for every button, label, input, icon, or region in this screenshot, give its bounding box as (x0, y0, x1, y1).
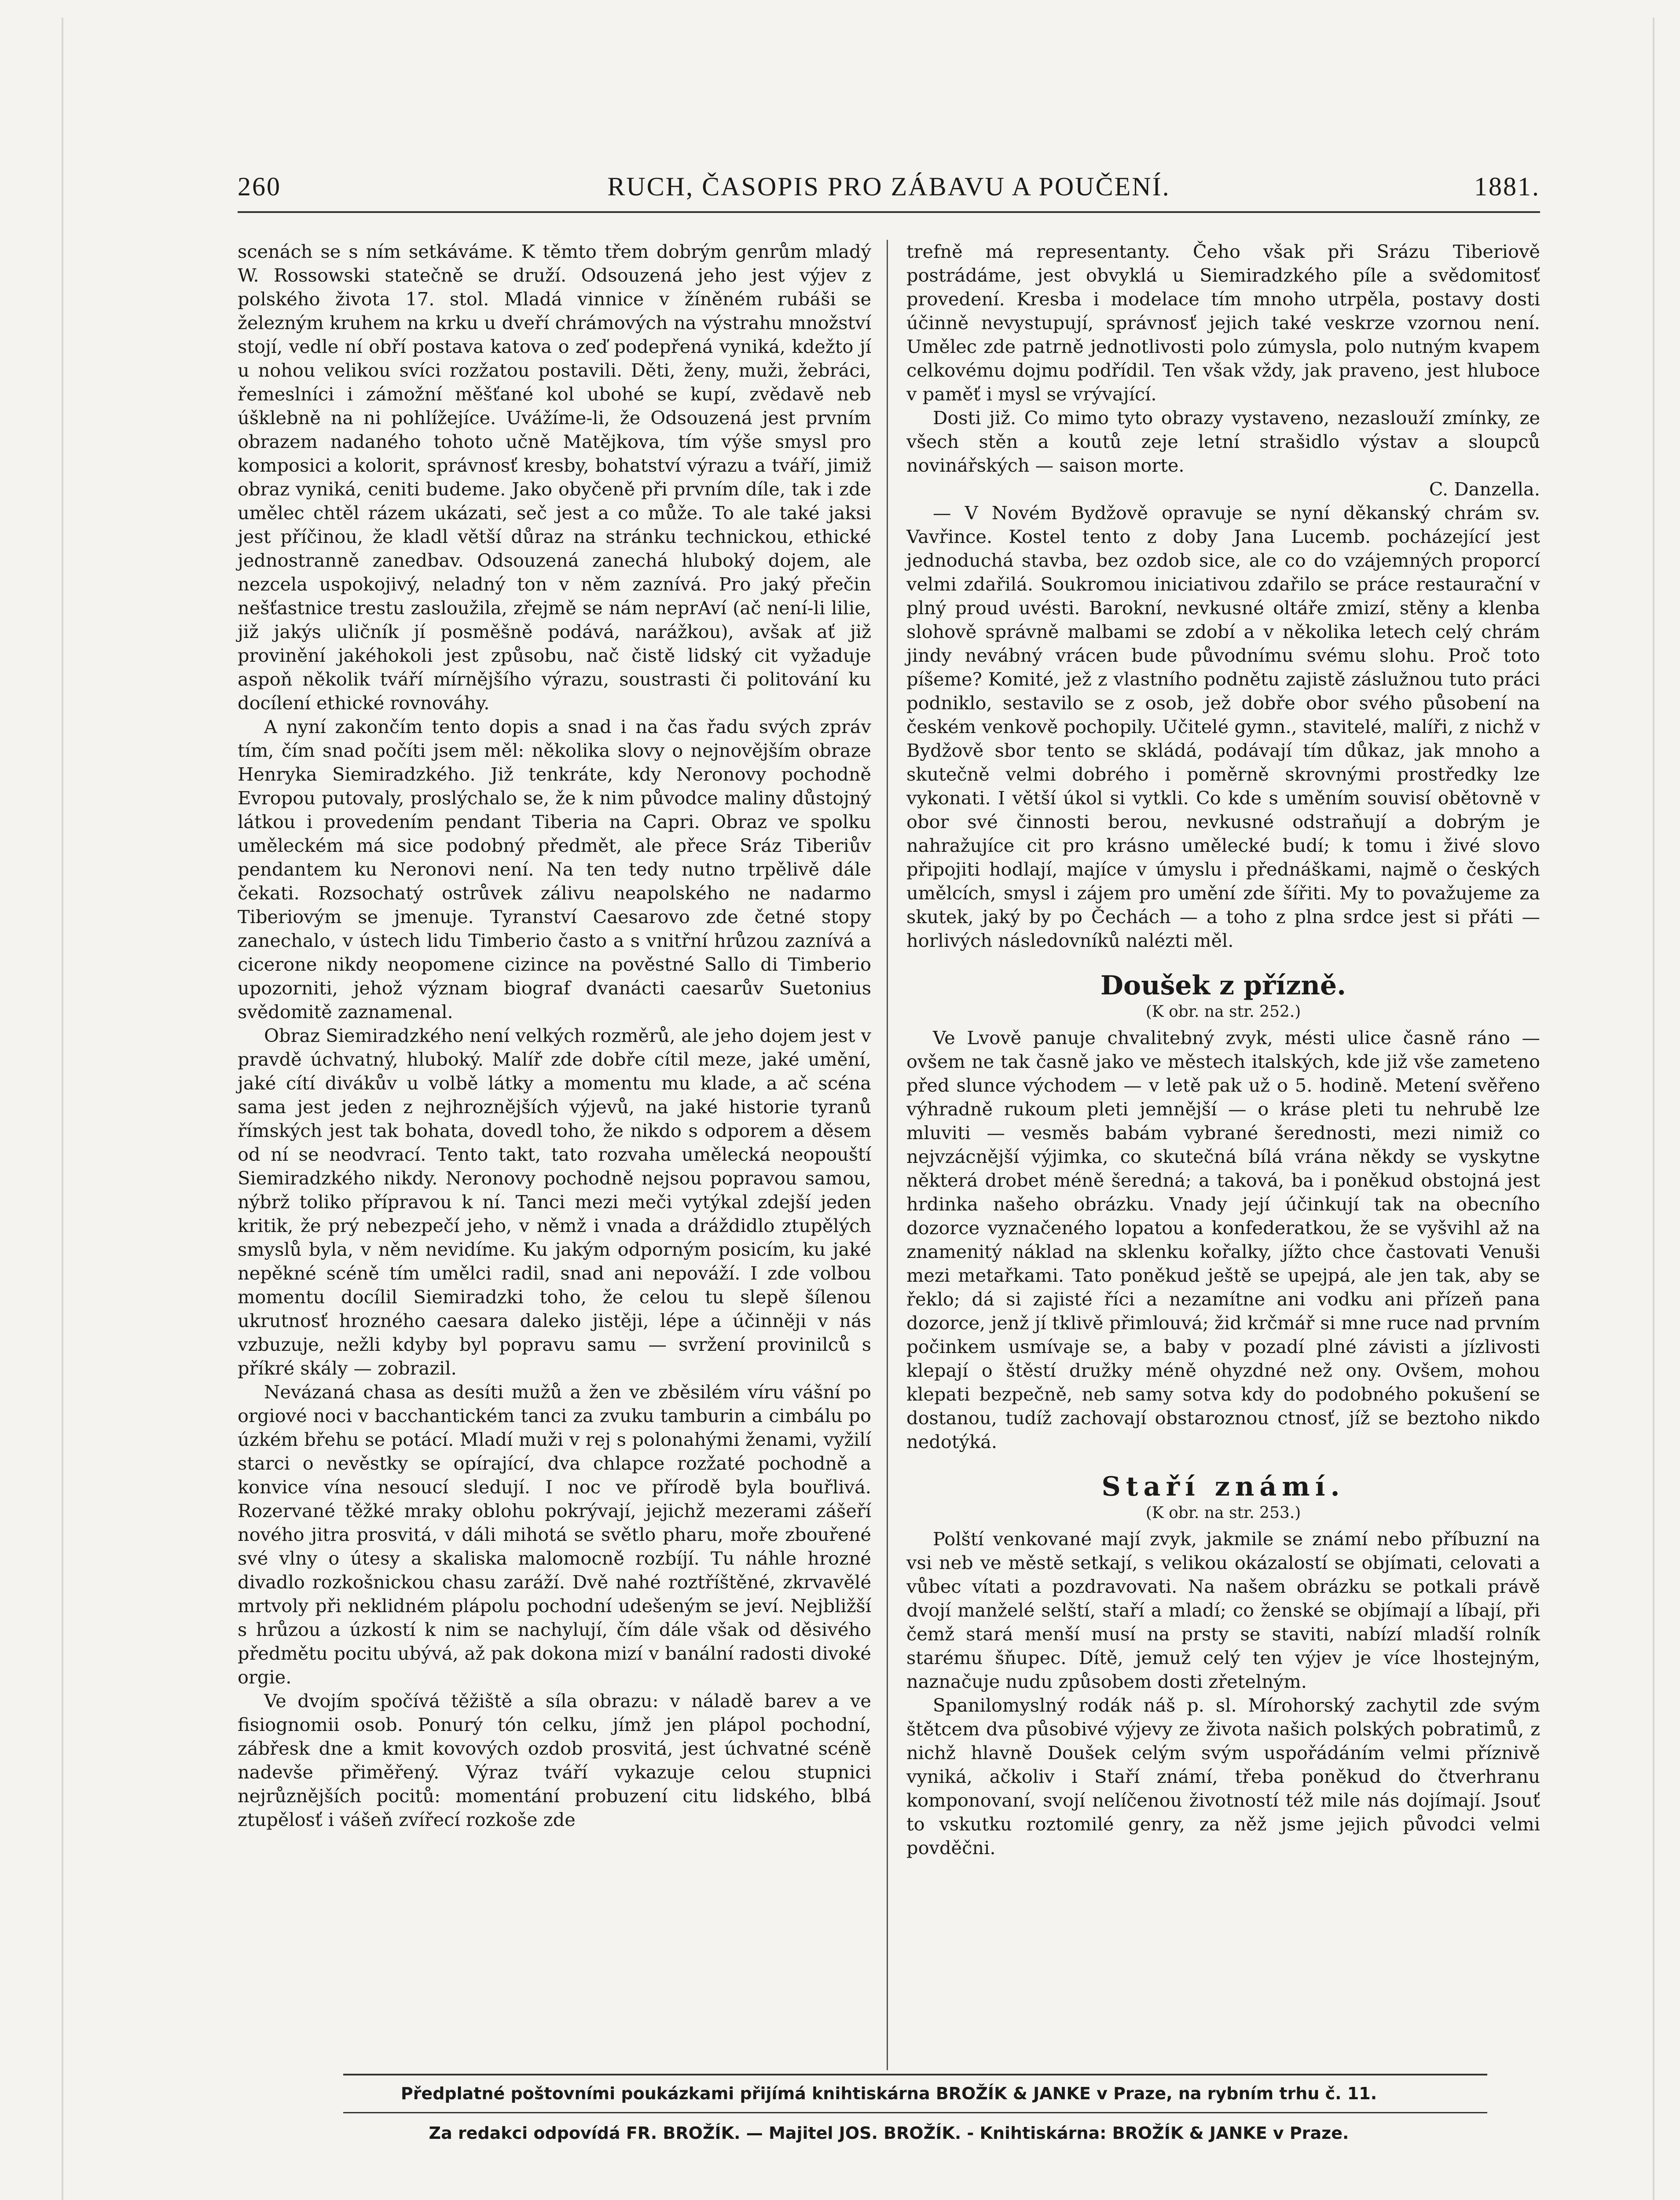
paragraph: Polští venkované mají zvyk, jakmile se známí nebo příbuzní na vsi neb ve městě setkají, s velikou okázalostí se objímati, celovati a vůbec vítati a pozdravovati. Na našem obrázku se potkali právě dvojí manželé selští, staří a mladí; co ženské se objímají a líbají, při čemž stará menší musí na prsty se staviti, nabízí mladší rolník starému šňupec. Dítě, jemuž celý ten výjev je více lhostejným, naznačuje nudu způsobem dosti zřetelným. (906, 1528, 1540, 1692)
paragraph: Ve Lvově panuje chvalitebný zvyk, mésti ulice časně ráno — ovšem ne tak časně jako ve městech italských, kde již vše zameteno před slunce východem — v letě pak už o 5. hodině. Metení svěřeno výhradně rukoum pleti jemnější — o kráse pleti tu nehrubě lze mluviti — vesměs babám vybrané šerednosti, mezi nimiž co nejvzácnější výjimka, co skutečná bílá vrána někdy se vyskytne některá drobet méně šeredná; a taková, ba i poněkud obstojná jest hrdinka našeho obrázku. Vnady její účinkují tak na obecního dozorce vyznačeného lopatou a konfederatkou, že se vyšvihl až na znamenitý náklad na sklenku kořalky, jížto chce častovati Venuši mezi metařkami. Tato poněkud ještě se upejpá, ale jen tak, aby se řeklo; dá si zajisté říci a nezamítne ani vodku ani přízeň pana dozorce, jenž jí tklivě přimlouvá; žid krčmář si mne ruce nad prvním počinkem usmívaje se, a baby v pozadí plné závisti a jízlivosti klepají o štěstí družky méně ohyzdné než ony. Ovšem, mohou klepati bezpečně, neb samy sotva kdy do podobného pokušení se dostanou, tudíž zachovají obstaroznou ctnosť, jíž se beztoho nikdo nedotýká. (906, 1027, 1540, 1452)
footer-rule (343, 2074, 1487, 2075)
article-title: Staří známí. (1101, 1471, 1345, 1502)
imprint-note: Za redakci odpovídá FR. BROŽÍK. — Majitel JOS. BROŽÍK. - Knihtiskárna: BROŽÍK & JANKE v Praze. (429, 2123, 1349, 2143)
year: 1881. (1474, 172, 1540, 201)
author-signature: C. Danzella. (1429, 478, 1540, 500)
paragraph: Spanilomyslný rodák náš p. sl. Mírohorský zachytil zde svým štětcem dva působivé výjevy ze života našich polských pobratimů, z nichž hlavně Doušek celým svým uspořádáním velmi příznivě vyniká, ačkoliv i Staří známí, třeba poněkud do čtverhranu komponovaní, svojí nelíčenou životností též mile nás dojímají. Jsouť to vskutku roztomilé genry, za něž jsme jejich původci velmi povděčni. (906, 1694, 1540, 1859)
article-note: (K obr. na str. 253.) (1145, 1504, 1301, 1522)
page-number: 260 (238, 172, 281, 201)
article-title: Doušek z přízně. (1100, 970, 1346, 1001)
paragraph: trefně má representanty. Čeho však při Srázu Tiberiově postrádáme, jest obvyklá u Siemiradzkého píle a svědomitosť provedení. Kresba i modelace tím mnoho utrpěla, postavy dosti účinně nevystupují, správnosť jejich také veskrze vzornou není. Umělec zde patrně jednotlivosti polo zúmysla, polo nutným kvapem celkovému dojmu podřídil. Ten však vždy, jak praveno, jest hluboce v paměť i mysl se vrývající. (906, 241, 1540, 405)
news-item: — V Novém Bydžově opravuje se nyní děkanský chrám sv. Vavřince. Kostel tento z doby Jana Lucemb. pocházející jest jednoduchá stavba, bez ozdob sice, ale co do vzájemných proporcí velmi zdařilá. Soukromou iniciativou zdařilo se práce restaurační v plný proud uvésti. Barokní, nevkusné oltáře zmizí, stěny a klenba slohově správně malbami se zdobí a v několika letech celý chrám jindy nevábný vrácen bude původnímu svému slohu. Proč toto píšeme? Komité, jež z vlastního podnětu zajistě záslužnou tuto práci podniklo, sestavilo se z osob, jež dobře obor svého působení na českém venkově pochopily. Učitelé gymn., stavitelé, malíři, z nichž v Bydžově sbor tento se skládá, podávají tím důkaz, jak mnoho a skutečně velmi dobrého i poměrně skrovnými prostředky lze vykonati. I větší úkol si vytkli. Co kde s uměním souvisí obětovně v obor své činnosti berou, nevkusné odstraňují a dobrým je nahražujíce cit pro krásno umělecké budí; k tomu i živé slovo připojiti hodlají, majíce v úmyslu i přednáškami, najmě o českých umělcích, smysl i zájem pro umění zde šířiti. My to považujeme za skutek, jaký by po Čechách — a toho z plna srdce jest si přáti — horlivých následovníků nalézti měl. (906, 502, 1540, 951)
paragraph: Obraz Siemiradzkého není velkých rozměrů, ale jeho dojem jest v pravdě úchvatný, hluboký. Malíř zde dobře cítil meze, jaké umění, jaké cítí divákův u volbě látky a momentu mu klade, a ač scéna sama jest jeden z nejhroznějších výjevů, na jaké historie tyranů římských jest tak bohata, dovedl toho, že nikdo s odporem a děsem od ní se neodvrací. Tento takt, tato rozvaha umělecká neopouští Siemiradzkého nikdy. Neronovy pochodně nejsou popravou samou, nýbrž toliko přípravou k ní. Tanci mezi meči vytýkal zdejší jeden kritik, že prý nebezpečí jeho, v němž i vnada a dráždidlo ztupělých smyslů byla, v něm nevidíme. Ku jakým odporným posicím, ku jaké nepěkné scéně tím umělci radil, snad ani nepováží. I zde volbou momentu docílil Siemiradzki toho, že celou tu slepě šílenou ukrutnosť hrozného caesara daleko jistěji, lépe a účinněji v nás vzbuzuje, nežli kdyby byl popravu samu — svržení provinilců s příkré skály — zobrazil. (238, 1025, 871, 1379)
paragraph: Ve dvojím spočívá těžiště a síla obrazu: v náladě barev a ve fisiognomii osob. Ponurý tón celku, jímž jen plápol pochodní, zábřesk dne a kmit kovových ozdob prosvitá, jest úchvatné scéně nadevše přiměřený. Výraz tváří vykazuje celou stupnici nejrůznějších pocitů: momentání probuzení citu lidského, blbá ztupělosť i vášeň zvířecí rozkoše zde (238, 1690, 871, 1830)
journal-title: RUCH, ČASOPIS PRO ZÁBAVU A POUČENÍ. (607, 172, 1170, 201)
paragraph: A nyní zakončím tento dopis a snad i na čas řadu svých zpráv tím, čím snad počíti jsem měl: několika slovy o nejnovějším obraze Henryka Siemiradzkého. Již tenkráte, kdy Neronovy pochodně Evropou putovaly, proslýchalo se, že k nim původce maliny důstojný látkou i provedením pendant Tiberia na Capri. Obraz ve spolku uměleckém má sice podobný předmět, ale přece Sráz Tiberiův pendantem ku Neronovi není. Na ten tedy nutno trpělivě dále čekati. Rozsochatý ostrůvek zálivu neapolského ne nadarmo Tiberiovým se jmenuje. Tyranství Caesarovo zde četné stopy zanechalo, v ústech lidu Timberio často a s vnitřní hrůzou zaznívá a cicerone nikdy neopomene cizince na pověstné Sallo di Timberio upozorniti, jehož význam biograf dvanácti caesarův Suetonius svědomitě zaznamenal. (238, 716, 871, 1023)
right-column (906, 240, 1540, 1860)
page-header (238, 172, 1540, 211)
header-rule (238, 211, 1540, 213)
subscription-note: Předplatné poštovními poukázkami přijímá knihtiskárna BROŽÍK & JANKE v Praze, na rybním trhu č. 11. (400, 2084, 1377, 2103)
article-note: (K obr. na str. 252.) (1145, 1003, 1301, 1021)
column-divider (887, 240, 888, 2070)
paragraph: Dosti již. Co mimo tyto obrazy vystaveno, nezaslouží zmínky, ze všech stěn a koutů zeje letní strašidlo výstav a sloupců novinářských — saison morte. (906, 407, 1540, 476)
footer-rule (343, 2112, 1487, 2113)
paragraph: Nevázaná chasa as desíti mužů a žen ve zběsilém víru vášní po orgiové noci v bacchantickém tanci za zvuku tamburin a cimbálu po úzkém břehu se potácí. Mladí muži v rej s polonahými ženami, vyžilí starci o nevěstky se opírající, dva chlapce rozžaté pochodně a konvice vína nesoucí sledují. I noc ve přírodě byla bouřlivá. Rozervané těžké mraky oblohu pokrývají, jejichž mezerami zášeří nového jitra prosvitá, v dáli mihotá se světlo pharu, moře zbouřené své vlny o útesy a skaliska malomocně rozbíjí. Tu náhle hrozné divadlo rozkošnickou chasu zaráží. Dvě nahé roztříštěné, zkrvavělé mrtvoly při neklidném plápolu pochodní udešeným se jeví. Nejbližší s hrůzou a úzkostí k nim se nachylují, čím dále však od děsivého předmětu pocitu ubývá, až pak dokona mizí v banální radosti divoké orgie. (238, 1381, 871, 1688)
left-column (238, 240, 871, 1832)
paragraph: scenách se s ním setkáváme. K těmto třem dobrým genrům mladý W. Rossowski statečně se druží. Odsouzená jeho jest výjev z polského života 17. stol. Mladá vinnice v žíněném rubáši se železným kruhem na krku u dveří chrámových na výstrahu množství stojí, vedle ní obří postava katova o zeď podepřená vyniká, kdežto jí u nohou velikou svíci rozžatou postavili. Děti, ženy, muži, žebráci, řemeslníci i zámožní měšťané kol ubohé se kupí, zvědavě neb úšklebně na ni pohlížejíce. Uvážíme-li, že Odsouzená jest prvním obrazem nadaného tohoto učně Matějkova, tím výše smysl pro komposici a kolorit, správnosť kresby, bohatství výrazu a tváří, jimiž obraz vyniká, ceniti budeme. Jako obyčeně při prvním díle, tak i zde umělec chtěl rázem ukázati, seč jest a co může. To ale také jaksi jest příčinou, že kladl větší důraz na stránku technickou, ethické jednostranně zanedbav. Odsouzená zanechá hluboký dojem, ale nezcela uspokojivý, neladný ton v něm zaznívá. Pro jaký přečin nešťastnice trestu zasloužila, zřejmě se nám neprAví (ač není-li lilie, již jakýs uličník jí posměšně podává, narážkou), avšak ať již provinění jakéhokoli jest způsobu, nač čistě lidský cit vyžaduje aspoň několik tváří mírnějšího výrazu, soustrasti či politování ku docílení ethické rovnováhy. (238, 241, 871, 714)
